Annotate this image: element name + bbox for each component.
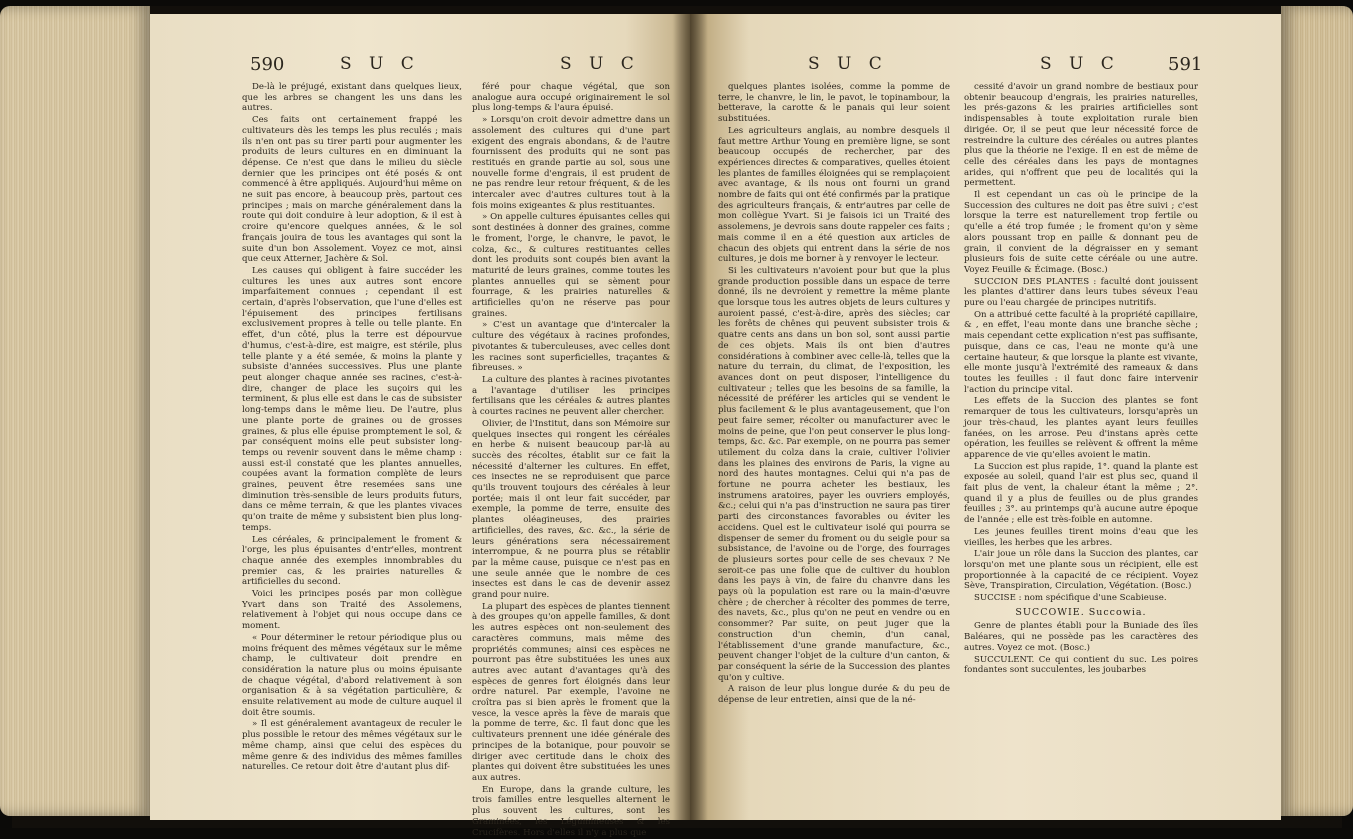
paragraph: Les effets de la Succion des plantes se font remarquer de tous les cultivateurs, lorsqu'après un jour très-chaud, les plantes ayant leurs feuilles fanées, on les arrose. Peu d'instans après cette opération, les feuilles se relèvent & offrent la même apparence de vie qu'elles avoient le matin.: [964, 396, 1198, 460]
paragraph: cessité d'avoir un grand nombre de bestiaux pour obtenir beaucoup d'engrais, les prairies naturelles, les prés-gazons & les prairies artificielles sont indispensables à toute exploitation rurale bien dirigée. Or, il se peut que leur nécessité force de restreindre la culture des céréales ou autres plantes plus que la théorie ne l'exige. Il en est de même de celle des céréales dans les pays de montagnes arides, qui n'offrent que peu de localités qui la permettent.: [964, 82, 1198, 189]
paragraph: Voici les principes posés par mon collègue Yvart dans son Traité des Assolemens, relativement à l'objet qui nous occupe dans ce moment.: [242, 589, 462, 632]
left-page-edges: [0, 6, 150, 816]
paragraph: En Europe, dans la grande culture, les trois familles entre lesquelles alternent le plus souvent les cultures, sont les Graminées, les Légumineuses & les Crucifères. Hors d'elles il n'y a plus que: [472, 784, 670, 838]
paragraph: La Succion est plus rapide, 1°. quand la plante est exposée au soleil, quand l'air est plus sec, quand il fait plus de vent, la chaleur étant la même ; 2°. quand il y a plus de feuilles ou de plus grandes feuilles ; 3°. au printemps qu'à aucune autre époque de l'année ; elle est très-foible en automne.: [964, 461, 1198, 526]
paragraph: » Il est généralement avantageux de reculer le plus possible le retour des mêmes végétaux sur le même champ, ainsi que celui des espèces du même genre & des individus des mêmes familles naturelles. Ce retour doit être d'autant plus dif-: [242, 719, 462, 773]
paragraph: SUCCULENT. Ce qui contient du suc. Les poires fondantes sont succulentes, les joubarbes: [964, 654, 1198, 676]
text-column-1: [718, 82, 950, 707]
paragraph: A raison de leur plus longue durée & du peu de dépense de leur entretien, ainsi que de la né-: [718, 684, 950, 706]
paragraph: L'air joue un rôle dans la Succion des plantes, car lorsqu'on met une plante sous un récipient, elle est proportionnée à la capacité de ce récipient. Voyez Sève, Transpiration, Circulation, Végétation. (Bosc.): [964, 549, 1198, 592]
paragraph: SUCCION DES PLANTES : faculté dont jouissent les plantes d'attirer dans leurs tubes séveux l'eau pure ou l'eau chargée de principes nutritifs.: [964, 276, 1198, 309]
paragraph: « Pour déterminer le retour périodique plus ou moins fréquent des mêmes végétaux sur le même champ, le cultivateur doit prendre en considération la nature plus ou moins épuisante de chaque végétal, d'abord relativement à son organisation & à sa végétation particulière, & ensuite relativement au mode de culture auquel il doit être soumis.: [242, 632, 462, 718]
running-head: S U C: [560, 54, 640, 74]
paragraph: SUCCISE : nom spécifique d'une Scabieuse.: [974, 593, 1167, 604]
page-number: 591: [1168, 54, 1203, 75]
paragraph: Ces faits ont certainement frappé les cultivateurs dès les temps les plus reculés ; mais ils n'en ont pas su tirer parti pour augmenter les produits de leurs cultures en en diminuant la dépense. Ce n'est que dans le milieu du siècle dernier que les principes ont été posés & ont commencé à être appliqués. Aujourd'hui même on ne suit pas encore, à beaucoup près, partout ces principes ; mais on marche généralement dans la route qui doit conduire à leur adoption, & il est à croire qu'encore quelques années, & le sol français jouira de tous les avantages qui sont la suite d'un bon Assolement. Voyez ce mot, ainsi que ceux Atterner, Jachère & Sol.: [242, 115, 462, 265]
paragraph: » On appelle cultures épuisantes celles qui sont destinées à donner des graines, comme le froment, l'orge, le chanvre, le pavot, le colza, &c., & cultures restituantes celles dont les produits sont coupés bien avant la maturité de leurs graines, comme toutes les plantes annuelles qui se sèment pour fourrage, & les prairies naturelles & artificielles qu'on ne réserve pas pour graines.: [472, 212, 670, 319]
paragraph: De-là le préjugé, existant dans quelques lieux, que les arbres se changent les uns dans les autres.: [242, 82, 462, 114]
paragraph: On a attribué cette faculté à la propriété capillaire, & , en effet, l'eau monte dans une branche sèche ; mais cependant cette explication n'est pas suffisante, puisque, dans ce cas, l'eau ne monte qu'à une certaine hauteur, & que lorsque la plante est vivante, elle monte jusqu'à l'extrémité des rameaux & dans toutes les feuilles : il faut donc faire intervenir l'action du principe vital.: [964, 309, 1198, 395]
entry-heading: SUCCOWIE. Succowia.: [1015, 606, 1147, 618]
paragraph: Genre de plantes établi pour la Buniade des îles Baléares, qui ne possède pas les caractères des autres. Voyez ce mot. (Bosc.): [964, 621, 1198, 653]
paragraph: Si les cultivateurs n'avoient pour but que la plus grande production possible dans un espace de terre donné, ils ne devroient y remettre la même plante que lorsque tous les autres objets de leurs cultures y auroient passé, c'est-à-dire, après des siècles; car les forêts de chênes qui peuvent subsister trois & quatre cents ans dans un bon sol, sont aussi partie de ces objets. Mais ils ont bien d'autres considérations à combiner avec celle-là, telles que la nature du terrain, du climat, de l'exposition, les avances dont on peut disposer, l'intelligence du cultivateur ; telles que les besoins de sa famille, la nécessité de préférer les articles qui se vendent le plus facilement & le plus avantageusement, que l'on peut faire semer, récolter ou manufacturer avec le moins de peine, que l'on peut conserver le plus long-temps, &c. &c. Par exemple, on ne pourra pas semer utilement du colza dans la craie, cultiver l'olivier dans les plaines des environs de Paris, la vigne au nord des hautes montagnes. Celui qui n'a pas de fortune ne pourra acheter les bestiaux, les instrumens aratoires, payer les ouvriers employés, &c.; celui qui n'a pas d'instruction ne saura pas tirer parti des circonstances favorables ou éviter les accidens. Quel est le cultivateur isolé qui pourra se dispenser de semer du froment ou du seigle pour sa subsistance, de l'avoine ou de l'orge, des fourrages de plusieurs sortes pour celle de ses chevaux ? Ne seroit-ce pas une folie que de cultiver du houblon dans les pays à vin, de faire du chanvre dans les pays où la population est rare ou la main-d'œuvre chère ; de chercher à récolter des pommes de terre, des navets, &c., plus qu'on ne peut en vendre ou en consommer? Par suite, on peut juger que la construction d'un chemin, d'un canal, l'établissement d'une grande manufacture, &c., peuvent changer l'objet de la culture d'un canton, & par conséquent la série de la Succession des plantes qu'on y cultive.: [718, 265, 950, 683]
paragraph: Les jeunes feuilles tirent moins d'eau que les vieilles, les herbes que les arbres.: [964, 526, 1198, 548]
paragraph: quelques plantes isolées, comme la pomme de terre, le chanvre, le lin, le pavot, le topinambour, la betterave, la carotte & le panais qui leur soient substituées.: [718, 82, 950, 125]
paragraph: Olivier, de l'Institut, dans son Mémoire sur quelques insectes qui rongent les céréales en herbe & nuisent beaucoup par-là au succès des récoltes, établit sur ce fait la nécessité d'alterner les cultures. En effet, ces insectes ne se reproduisent que parce qu'ils trouvent toujours des céréales à leur portée; mais il ont leur fait succéder, par exemple, la pomme de terre, ensuite des plantes oléagineuses, des prairies artificielles, des raves, &c. &c., la série de leurs générations sera nécessairement interrompue, & ne pourra plus se rétablir par la même cause, puisque ce n'est pas en une seule année que le nombre de ces insectes est dans le cas de devenir assez grand pour nuire.: [472, 418, 670, 601]
text-column-1: [242, 82, 462, 774]
paragraph: La culture des plantes à racines pivotantes a l'avantage d'utiliser les principes fertilisans que les céréales & autres plantes à courtes racines ne peuvent aller chercher.: [472, 374, 670, 418]
left-page: [150, 14, 690, 838]
text-column-2: [472, 82, 670, 839]
right-page: [690, 14, 1281, 820]
running-head: S U C: [1040, 54, 1120, 74]
paragraph: Les agriculteurs anglais, au nombre desquels il faut mettre Arthur Young en première ligne, se sont beaucoup occupés de rechercher, par des expériences directes & comparatives, quelles étoient les plantes de familles éloignées qui se remplaçoient avec avantage, & ils nous ont fourni un grand nombre de faits qui ont été confirmés par la pratique des agriculteurs français, & entr'autres par celle de mon collègue Yvart. Si je faisois ici un Traité des assolemens, je devrois sans doute rappeler ces faits ; mais comme il en a été question aux articles de chacun des objets qui entrent dans la série de nos cultures, je dois me borner à y renvoyer le lecteur.: [718, 125, 950, 265]
paragraph: Les céréales, & principalement le froment & l'orge, les plus épuisantes d'entr'elles, montrent chaque année des exemples innombrables du premier cas, & les prairies naturelles & artificielles du second.: [242, 534, 462, 588]
paragraph: féré pour chaque végétal, que son analogue aura occupé originairement le sol plus long-temps & l'aura épuisé.: [472, 82, 670, 114]
text-column-2: [964, 82, 1198, 677]
book-gutter: [672, 14, 708, 820]
paragraph: La plupart des espèces de plantes tiennent à des groupes qu'on appelle familles, & dont les autres espèces ont non-seulement des caractères communs, mais même des propriétés communes; ainsi ces espèces ne pourront pas être substituées les unes aux autres avec autant d'avantages qu'à des espèces de genres fort éloignés dans leur ordre naturel. Par exemple, l'avoine ne croîtra pas si bien après le froment que la vesce, la vesce après la fève de marais que la pomme de terre, &c. Il faut donc que les cultivateurs prennent une idée générale des principes de la botanique, pour pouvoir se diriger avec certitude dans le choix des plantes qui doivent être substituées les unes aux autres.: [472, 601, 670, 783]
running-head: S U C: [808, 54, 888, 74]
paragraph: » C'est un avantage que d'intercaler la culture des végétaux à racines profondes, pivotantes & tuberculeuses, avec celles dont les racines sont superficielles, traçantes & fibreuses. »: [472, 320, 670, 374]
paragraph: Il est cependant un cas où le principe de la Succession des cultures ne doit pas être suivi ; c'est lorsque la terre est naturellement trop fertile ou qu'elle a été trop fumée ; le froment qu'on y sème alors poussant trop en paille & donnant peu de grain, il convient de la dégraisser en y semant plusieurs fois de suite cette céréale ou une autre. Voyez Feuille & Écimage. (Bosc.): [964, 190, 1198, 275]
right-page-edges: [1281, 6, 1353, 816]
paragraph: Les causes qui obligent à faire succéder les cultures les unes aux autres sont encore imparfaitement connues ; cependant il est certain, d'après l'observation, que l'une d'elles est l'épuisement des principes fertilisans exclusivement propres à telle ou telle plante. En effet, d'un côté, plus la terre est dépourvue d'humus, c'est-à-dire, est maigre, est stérile, plus telle plante y a été semée, & moins la plante y subsiste d'années successives. Plus une plante peut alonger chaque année ses racines, c'est-à-dire, changer de place les suçoirs qui les terminent, & plus elle est dans le cas de subsister long-temps dans le même lieu. De l'autre, plus une plante porte de graines ou de grosses graines, & plus elle épuise promptement le sol, & par conséquent moins elle peut subsister long-temps ou revenir souvent dans le même champ : aussi est-il constaté que les plantes annuelles, coupées avant la formation complète de leurs graines, peuvent être resemées sans une diminution très-sensible de leurs produits futurs, dans ce même terrain, & que les plantes vivaces qu'on traite de même y subsistent bien plus long-temps.: [242, 265, 462, 533]
running-head: S U C: [340, 54, 420, 74]
page-number: 590: [250, 54, 285, 75]
paragraph: » Lorsqu'on croit devoir admettre dans un assolement des cultures qui d'une part exigent des engrais abondans, & de l'autre fournissent des produits qui ne sont pas restitués en grande partie au sol, sous une nouvelle forme d'engrais, il est prudent de ne pas rendre leur retour fréquent, & de les intercaler avec d'autres cultures tout à la fois moins exigeantes & plus restituantes.: [472, 115, 670, 211]
